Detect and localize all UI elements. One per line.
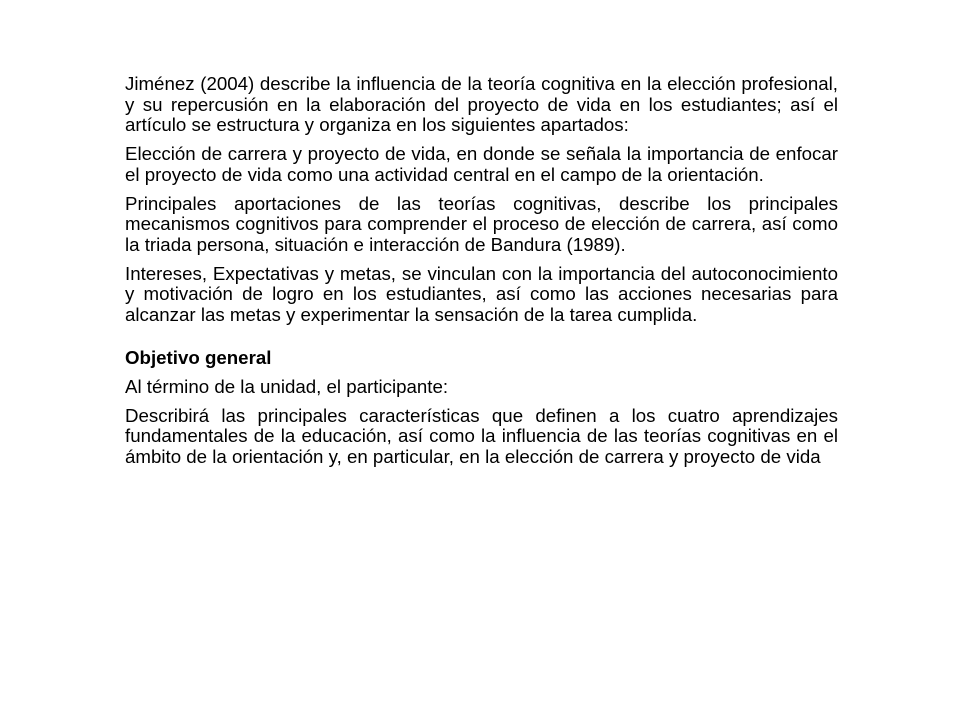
section-interests-paragraph: Intereses, Expectativas y metas, se vinculan con la importancia del autoconocimiento y motivación de logro en los estudiantes, así como las acciones necesarias para alcanzar las metas y experimentar la sensación de la tarea cumplida. (125, 262, 838, 325)
section-career-choice-paragraph: Elección de carrera y proyecto de vida, en donde se señala la importancia de enfocar el proyecto de vida como una actividad central en el campo de la orientación. (125, 143, 838, 185)
section-cognitive-theories-paragraph: Principales aportaciones de las teorías cognitivas, describe los principales mecanismos cognitivos para comprender el proceso de elección de carrera, así como la triada persona, situación e interacción de Bandura (1989). (125, 192, 838, 255)
objective-lead: Al término de la unidad, el participante: (125, 375, 449, 397)
intro-paragraph: Jiménez (2004) describe la influencia de la teoría cognitiva en la elección profesional, y su repercusión en la elaboración del proyecto de vida en los estudiantes; así el artículo se estructura y organiza en los siguientes apartados: (125, 73, 838, 135)
objective-body: Describirá las principales características que definen a los cuatro aprendizajes fundamentales de la educación, así como la influencia de las teorías cognitivas en el ámbito de la orientación y, en particular, en la elección de carrera y proyecto de vida (125, 404, 838, 467)
document-body (125, 74, 838, 476)
objective-heading: Objetivo general (125, 346, 272, 368)
section-spacer (125, 334, 838, 348)
